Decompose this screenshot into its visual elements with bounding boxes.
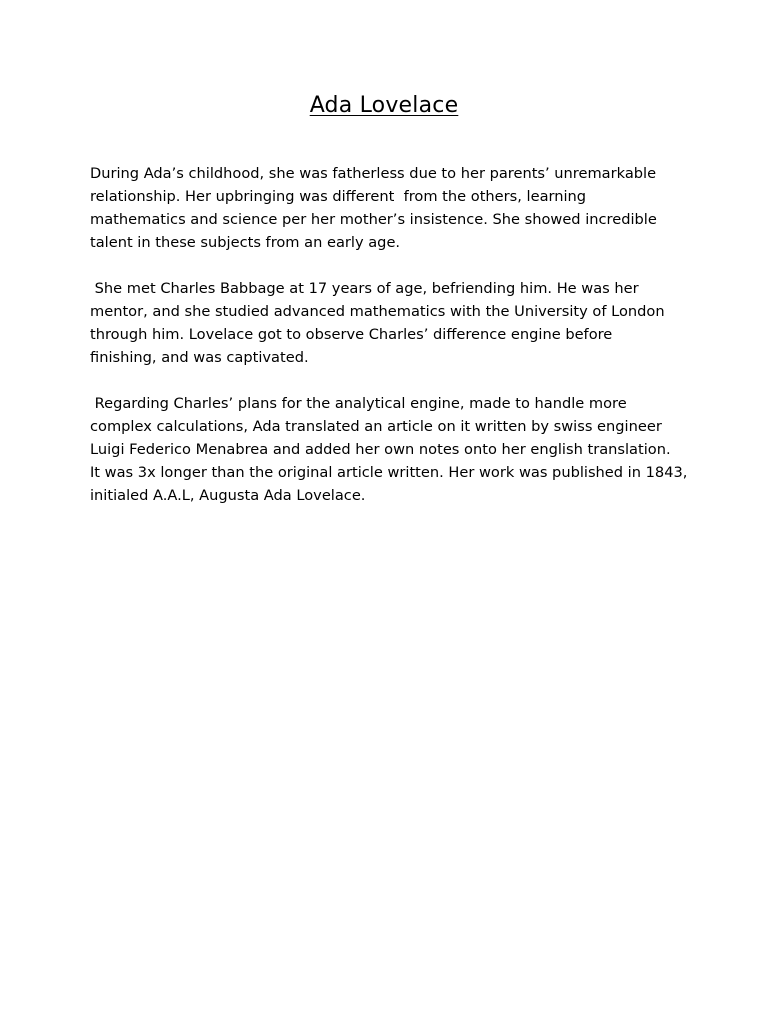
document-title: Ada Lovelace [309,93,459,118]
text-line: mentor, and she studied advanced mathematics with the University of London [90,303,665,320]
paragraph-babbage [90,277,690,369]
text-line: It was 3x longer than the original article written. Her work was published in 1843, [90,464,688,481]
text-line: complex calculations, Ada translated an article on it written by swiss engineer [90,418,662,435]
text-line: mathematics and science per her mother’s insistence. She showed incredible [90,211,657,228]
document-body [90,162,690,530]
text-line: She met Charles Babbage at 17 years of age, befriending him. He was her [90,280,639,297]
text-line: through him. Lovelace got to observe Charles’ difference engine before [90,326,613,343]
text-line: talent in these subjects from an early age. [90,234,401,251]
text-line: Luigi Federico Menabrea and added her own notes onto her english translation. [90,441,671,458]
text-line: During Ada’s childhood, she was fatherless due to her parents’ unremarkable [90,165,657,182]
paragraph-childhood [90,162,690,254]
text-line: finishing, and was captivated. [90,349,309,366]
text-line: relationship. Her upbringing was different from the others, learning [90,188,587,205]
paragraph-analytical-engine [90,392,690,507]
text-line: initialed A.A.L, Augusta Ada Lovelace. [90,487,366,504]
text-line: Regarding Charles’ plans for the analytical engine, made to handle more [90,395,627,412]
